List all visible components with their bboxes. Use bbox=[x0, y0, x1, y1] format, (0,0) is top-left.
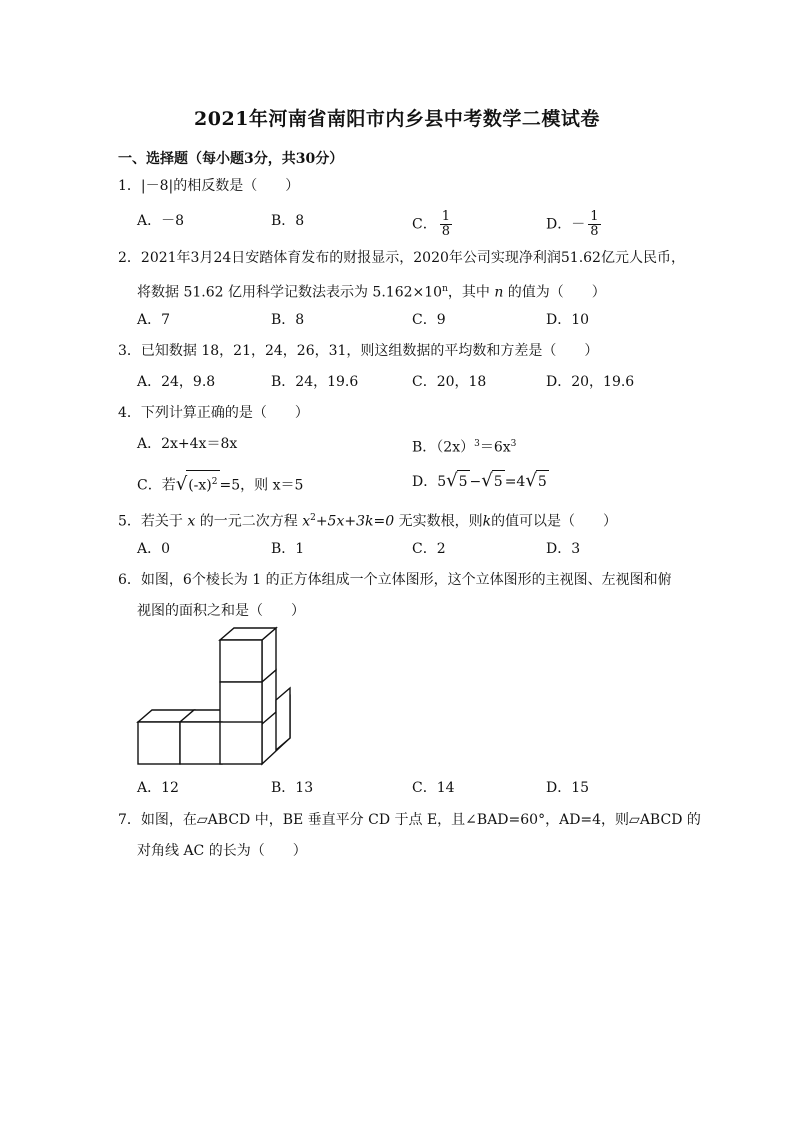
cube-front-face bbox=[220, 640, 262, 682]
option-a: A．24，9.8 bbox=[137, 374, 216, 390]
option-b: B．8 bbox=[271, 312, 305, 328]
question-1-stem: 1．|－8|的相反数是（ ） bbox=[118, 178, 300, 194]
option-b: B．$(2x)^3=6x^3$ bbox=[412, 439, 517, 456]
option-a: A．12 bbox=[137, 780, 179, 796]
option-a: A．0 bbox=[137, 541, 171, 557]
option-a: A．2x+4x＝8x bbox=[137, 436, 238, 452]
option-c: C．2 bbox=[412, 541, 446, 557]
question-5-options bbox=[137, 538, 697, 560]
option-d: D．3 bbox=[546, 541, 581, 557]
question-7-stem-line-2: 对角线 AC 的长为（ ） bbox=[137, 843, 307, 859]
page-title: 2021年河南省南阳市内乡县中考数学二模试卷 bbox=[194, 108, 600, 130]
option-c: C．若$√(-x)^2 =5$，则 x＝5 bbox=[137, 470, 303, 497]
section-heading: 一、选择题（每小题3分，共30分） bbox=[118, 151, 344, 167]
option-d: D．－ $\frac{1}{8}$ bbox=[546, 209, 599, 239]
option-c: C．9 bbox=[412, 312, 446, 328]
option-d: D．15 bbox=[546, 780, 590, 796]
radical-sign: √ bbox=[525, 470, 537, 491]
option-b: B．13 bbox=[271, 780, 314, 796]
option-a: A．－8 bbox=[137, 213, 185, 229]
question-4-stem: 4．下列计算正确的是（ ） bbox=[118, 405, 309, 421]
option-d: D．10 bbox=[546, 312, 590, 328]
question-4-options-row-1 bbox=[137, 433, 697, 455]
question-6-stem-line-2: 视图的面积之和是（ ） bbox=[137, 603, 305, 619]
cube-front-face bbox=[180, 722, 222, 764]
option-c: C． $\frac{1}{8}$ bbox=[412, 209, 450, 239]
option-b: B．24，19.6 bbox=[271, 374, 359, 390]
fraction: $\frac{1}{8}$ bbox=[590, 209, 599, 239]
cube-figure bbox=[132, 626, 302, 772]
radical-sign: √ bbox=[175, 473, 188, 495]
question-7-stem-line-1: 7．如图，在▱ABCD 中，BE 垂直平分 CD 于点 E，且∠BAD=60°，AD=4，则▱ABCD 的 bbox=[118, 812, 701, 828]
option-b: B．8 bbox=[271, 213, 305, 229]
question-2-stem-line-1: 2．2021年3月24日安踏体育发布的财报显示，2020年公司实现净利润51.62亿元人民币， bbox=[118, 250, 685, 266]
question-1-options bbox=[137, 209, 697, 239]
cube-front-face bbox=[138, 722, 180, 764]
option-c: C．14 bbox=[412, 780, 455, 796]
question-5-stem: 5．若关于 x 的一元二次方程 $x^2+5x+3k=0$ 无实数根，则k的值可以是（ ） bbox=[118, 513, 618, 530]
cube-side-face bbox=[276, 688, 290, 750]
question-6-options bbox=[137, 777, 697, 799]
option-d: D．20，19.6 bbox=[546, 374, 635, 390]
radical-sign: √ bbox=[446, 470, 458, 491]
question-2-stem-line-2: 将数据 51.62 亿用科学记数法表示为 $5.162\times 10^n$，其中 n 的值为（ ） bbox=[137, 284, 606, 301]
question-3-stem: 3．已知数据 18，21，24，26，31，则这组数据的平均数和方差是（ ） bbox=[118, 343, 599, 359]
option-a: A．7 bbox=[137, 312, 171, 328]
cube-front-face bbox=[220, 682, 262, 724]
question-2-options bbox=[137, 309, 697, 331]
question-3-options bbox=[137, 371, 697, 393]
radical-sign: √ bbox=[481, 470, 493, 491]
option-d: D．5√5 −√5 =4√5 bbox=[412, 470, 547, 491]
cube-front-face bbox=[220, 722, 262, 764]
question-6-stem-line-1: 6．如图，6个棱长为 1 的正方体组成一个立体图形，这个立体图形的主视图、左视图和俯 bbox=[118, 572, 672, 588]
question-4-options-row-2 bbox=[137, 470, 697, 495]
fraction: $\frac{1}{8}$ bbox=[441, 209, 450, 239]
option-c: C．20，18 bbox=[412, 374, 487, 390]
option-b: B．1 bbox=[271, 541, 305, 557]
